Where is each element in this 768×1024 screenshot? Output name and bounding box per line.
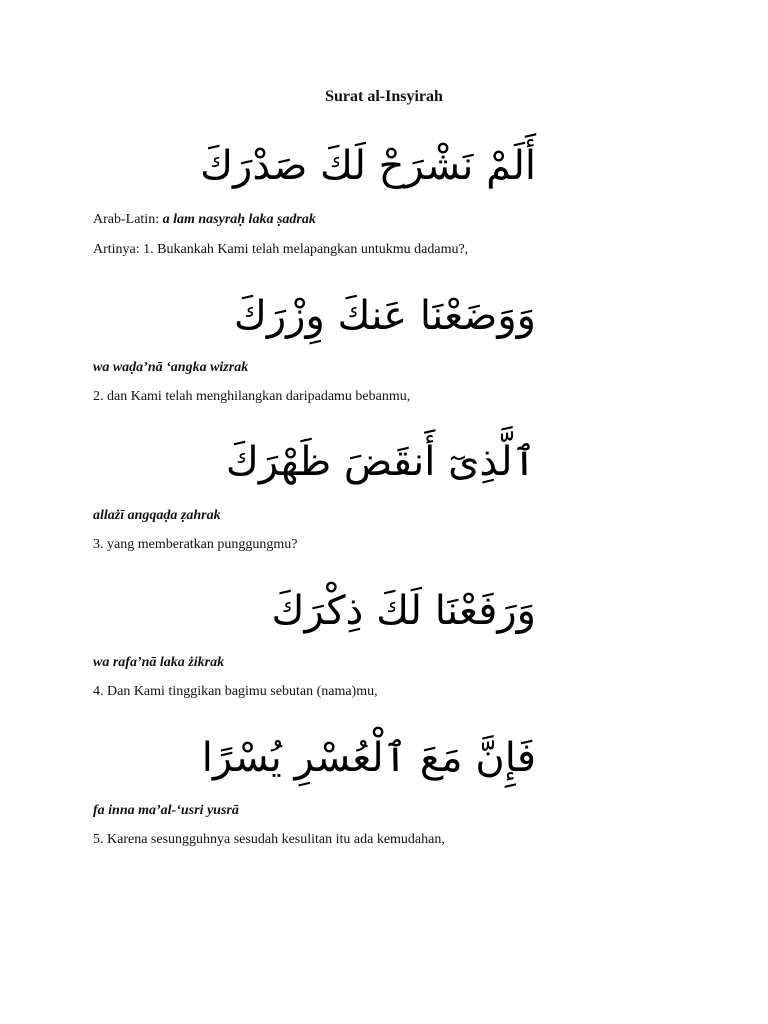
verse-1-transliteration-line — [93, 212, 316, 228]
verse-4-translation: 4. Dan Kami tinggikan bagimu sebutan (nama)mu, — [93, 684, 378, 699]
verse-1-transliteration: a lam nasyraḥ laka ṣadrak — [162, 212, 316, 227]
verse-3-arabic: ٱلَّذِىٓ أَنقَضَ ظَهْرَكَ — [225, 439, 536, 485]
verse-3-transliteration: allażī angqaḍa ẓahrak — [93, 508, 221, 523]
verse-2-arabic: وَوَضَعْنَا عَنكَ وِزْرَكَ — [233, 293, 536, 339]
verse-4-transliteration-line — [93, 655, 224, 671]
verse-2-translation: 2. dan Kami telah menghilangkan daripadamu bebanmu, — [93, 389, 411, 404]
verse-1-translation: Artinya: 1. Bukankah Kami telah melapangkan untukmu dadamu?, — [93, 242, 469, 257]
verse-5-arabic: فَإِنَّ مَعَ ٱلْعُسْرِ يُسْرًا — [201, 735, 536, 781]
verse-2-transliteration: wa waḍa’nā ‘angka wizrak — [93, 360, 249, 375]
verse-5-translation: 5. Karena sesungguhnya sesudah kesulitan itu ada kemudahan, — [93, 832, 445, 847]
verse-4-arabic: وَرَفَعْنَا لَكَ ذِكْرَكَ — [271, 588, 536, 634]
verse-5-transliteration-line — [93, 803, 239, 819]
verse-1-arabic: أَلَمْ نَشْرَحْ لَكَ صَدْرَكَ — [200, 143, 536, 189]
verse-4-transliteration: wa rafa’nā laka żikrak — [93, 655, 225, 670]
verse-5-transliteration: fa inna ma’al-‘usri yusrā — [93, 803, 239, 818]
transliteration-label: Arab-Latin: — [93, 212, 163, 227]
verse-3-translation: 3. yang memberatkan punggungmu? — [93, 537, 298, 552]
verse-2-transliteration-line — [93, 360, 248, 376]
verse-3-transliteration-line — [93, 508, 221, 524]
page-title: Surat al-Insyirah — [325, 88, 443, 105]
